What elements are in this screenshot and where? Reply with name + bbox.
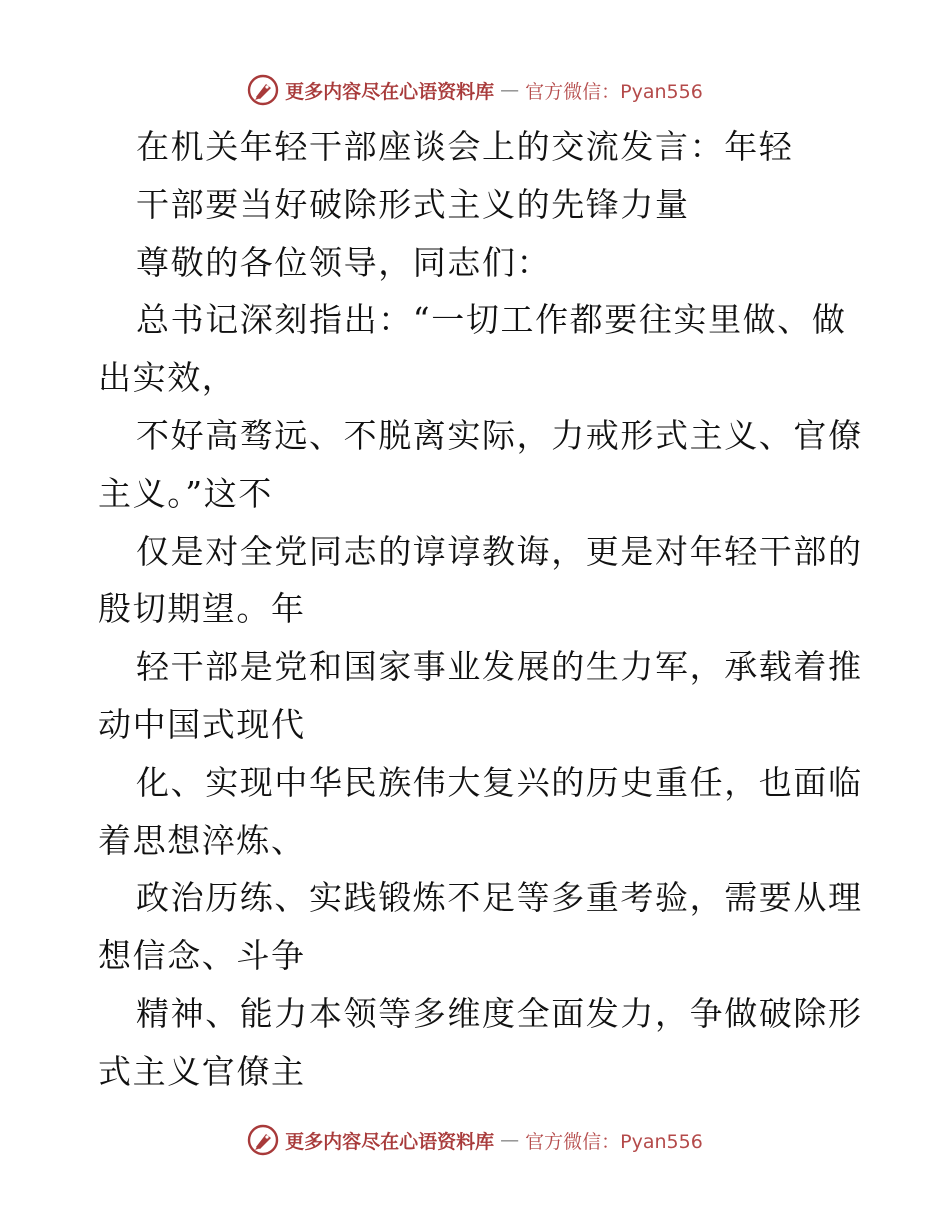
salutation-line: 尊敬的各位领导，同志们： <box>136 242 552 282</box>
contact-text: 官方微信：Pyan556 <box>525 1130 703 1153</box>
pen-nib-logo-icon <box>247 74 279 106</box>
paragraph-line: 出实效， <box>98 358 237 398</box>
pen-nib-logo-icon <box>247 1124 279 1156</box>
paragraph-line: 精神、能力本领等多维度全面发力，争做破除形 <box>136 993 863 1033</box>
paragraph-line: 政治历练、实践锻炼不足等多重考验，需要从理 <box>136 878 863 918</box>
paragraph-line: 化、实现中华民族伟大复兴的历史重任，也面临 <box>136 762 863 802</box>
paragraph-line: 轻干部是党和国家事业发展的生力军，承载着推 <box>136 647 863 687</box>
paragraph-line: 仅是对全党同志的谆谆教诲，更是对年轻干部的 <box>136 531 863 571</box>
footer-banner <box>0 1120 950 1160</box>
paragraph-line: 式主义官僚主 <box>98 1051 306 1091</box>
title-line: 干部要当好破除形式主义的先锋力量 <box>136 184 690 224</box>
banner-separator: — <box>500 79 520 101</box>
paragraph-line: 殷切期望。年 <box>98 589 306 629</box>
brand-text: 更多内容尽在心语资料库 <box>285 80 495 103</box>
paragraph-line: 不好高骛远、不脱离实际，力戒形式主义、官僚 <box>136 415 863 455</box>
paragraph-line: 动中国式现代 <box>98 704 306 744</box>
paragraph-line: 总书记深刻指出：“一切工作都要往实里做、做 <box>136 300 847 340</box>
paragraph-line: 想信念、斗争 <box>98 936 306 976</box>
paragraph-line: 主义。”这不 <box>98 473 273 513</box>
brand-text: 更多内容尽在心语资料库 <box>285 1130 495 1153</box>
paragraph-line: 着思想淬炼、 <box>98 820 306 860</box>
header-banner <box>0 70 950 110</box>
document-body <box>98 118 863 1101</box>
title-line: 在机关年轻干部座谈会上的交流发言：年轻 <box>136 127 794 166</box>
banner-separator: — <box>500 1129 520 1151</box>
contact-text: 官方微信：Pyan556 <box>525 80 703 103</box>
